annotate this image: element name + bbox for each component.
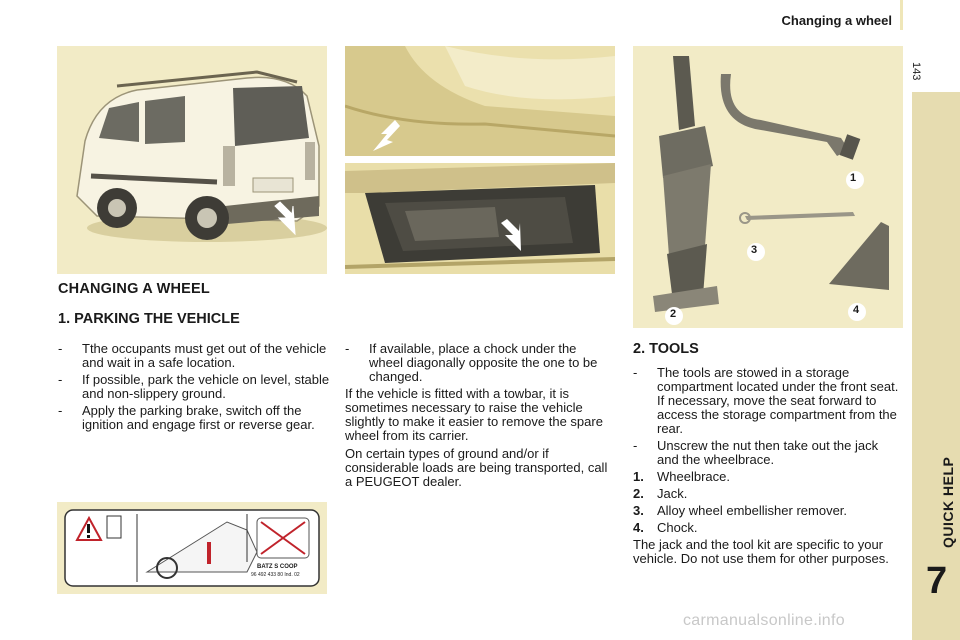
label-brand: BATZ S COOP	[257, 564, 298, 570]
list-item: - Tthe occupants must get out of the vehicle and wait in a safe location.	[58, 341, 327, 370]
tool-callout-3: 3	[751, 244, 758, 256]
dealer-paragraph: On certain types of ground and/or if considerable loads are being transported, call a PEUGEOT dealer.	[345, 446, 608, 489]
tools-illustration	[633, 46, 903, 328]
tools-note: The jack and the tool kit are specific to your vehicle. Do not use them for other purposes.	[633, 537, 889, 566]
list-item: - Apply the parking brake, switch off the ignition and engage first or reverse gear.	[58, 403, 315, 432]
front-seat-illustration	[345, 46, 615, 156]
list-item: - If possible, park the vehicle on level, stable and non-slippery ground.	[58, 372, 330, 401]
tool-callout-2: 2	[670, 308, 677, 320]
parking-continued	[345, 342, 610, 493]
chapter-number: 7	[926, 560, 948, 602]
tool-callout-4: 4	[853, 304, 860, 316]
tool-item: 4. Chock.	[633, 520, 698, 535]
list-item: - If available, place a chock under the wheel diagonally opposite the one to be changed.	[345, 341, 598, 384]
tool-item: 1. Wheelbrace.	[633, 469, 730, 484]
list-item: - The tools are stowed in a storage compartment located under the front seat. If necessary, move the seat forward to access the storage compartment from the rear.	[633, 365, 899, 436]
page-number: 143	[910, 62, 922, 81]
tool-item: 3. Alloy wheel embellisher remover.	[633, 503, 848, 518]
section-title-tools: 2. TOOLS	[633, 341, 699, 357]
section-heading-changing-wheel: CHANGING A WHEEL	[58, 281, 210, 297]
tools-content	[633, 366, 903, 570]
towbar-paragraph: If the vehicle is fitted with a towbar, it is sometimes necessary to raise the vehicle slightly to make it easier to remove the spare wheel from its carrier.	[345, 386, 603, 443]
storage-compartment-illustration	[345, 163, 615, 274]
sidebar-chapter-label: QUICK HELP	[940, 456, 956, 548]
chapter-sidebar	[912, 92, 960, 640]
page-header-title: Changing a wheel	[781, 13, 892, 28]
watermark: carmanualsonline.info	[683, 612, 845, 629]
warning-label-illustration	[57, 502, 327, 594]
parking-bullet-list	[58, 342, 333, 435]
vehicle-rear-illustration	[57, 46, 327, 274]
label-code: 96 492 433 80 Ind. 02	[251, 572, 300, 578]
header-accent-bar	[900, 0, 903, 30]
section-title-parking: 1. PARKING THE VEHICLE	[58, 311, 240, 327]
list-item: - Unscrew the nut then take out the jack and the wheelbrace.	[633, 438, 879, 467]
tool-item: 2. Jack.	[633, 486, 688, 501]
tool-callout-1: 1	[850, 172, 857, 184]
